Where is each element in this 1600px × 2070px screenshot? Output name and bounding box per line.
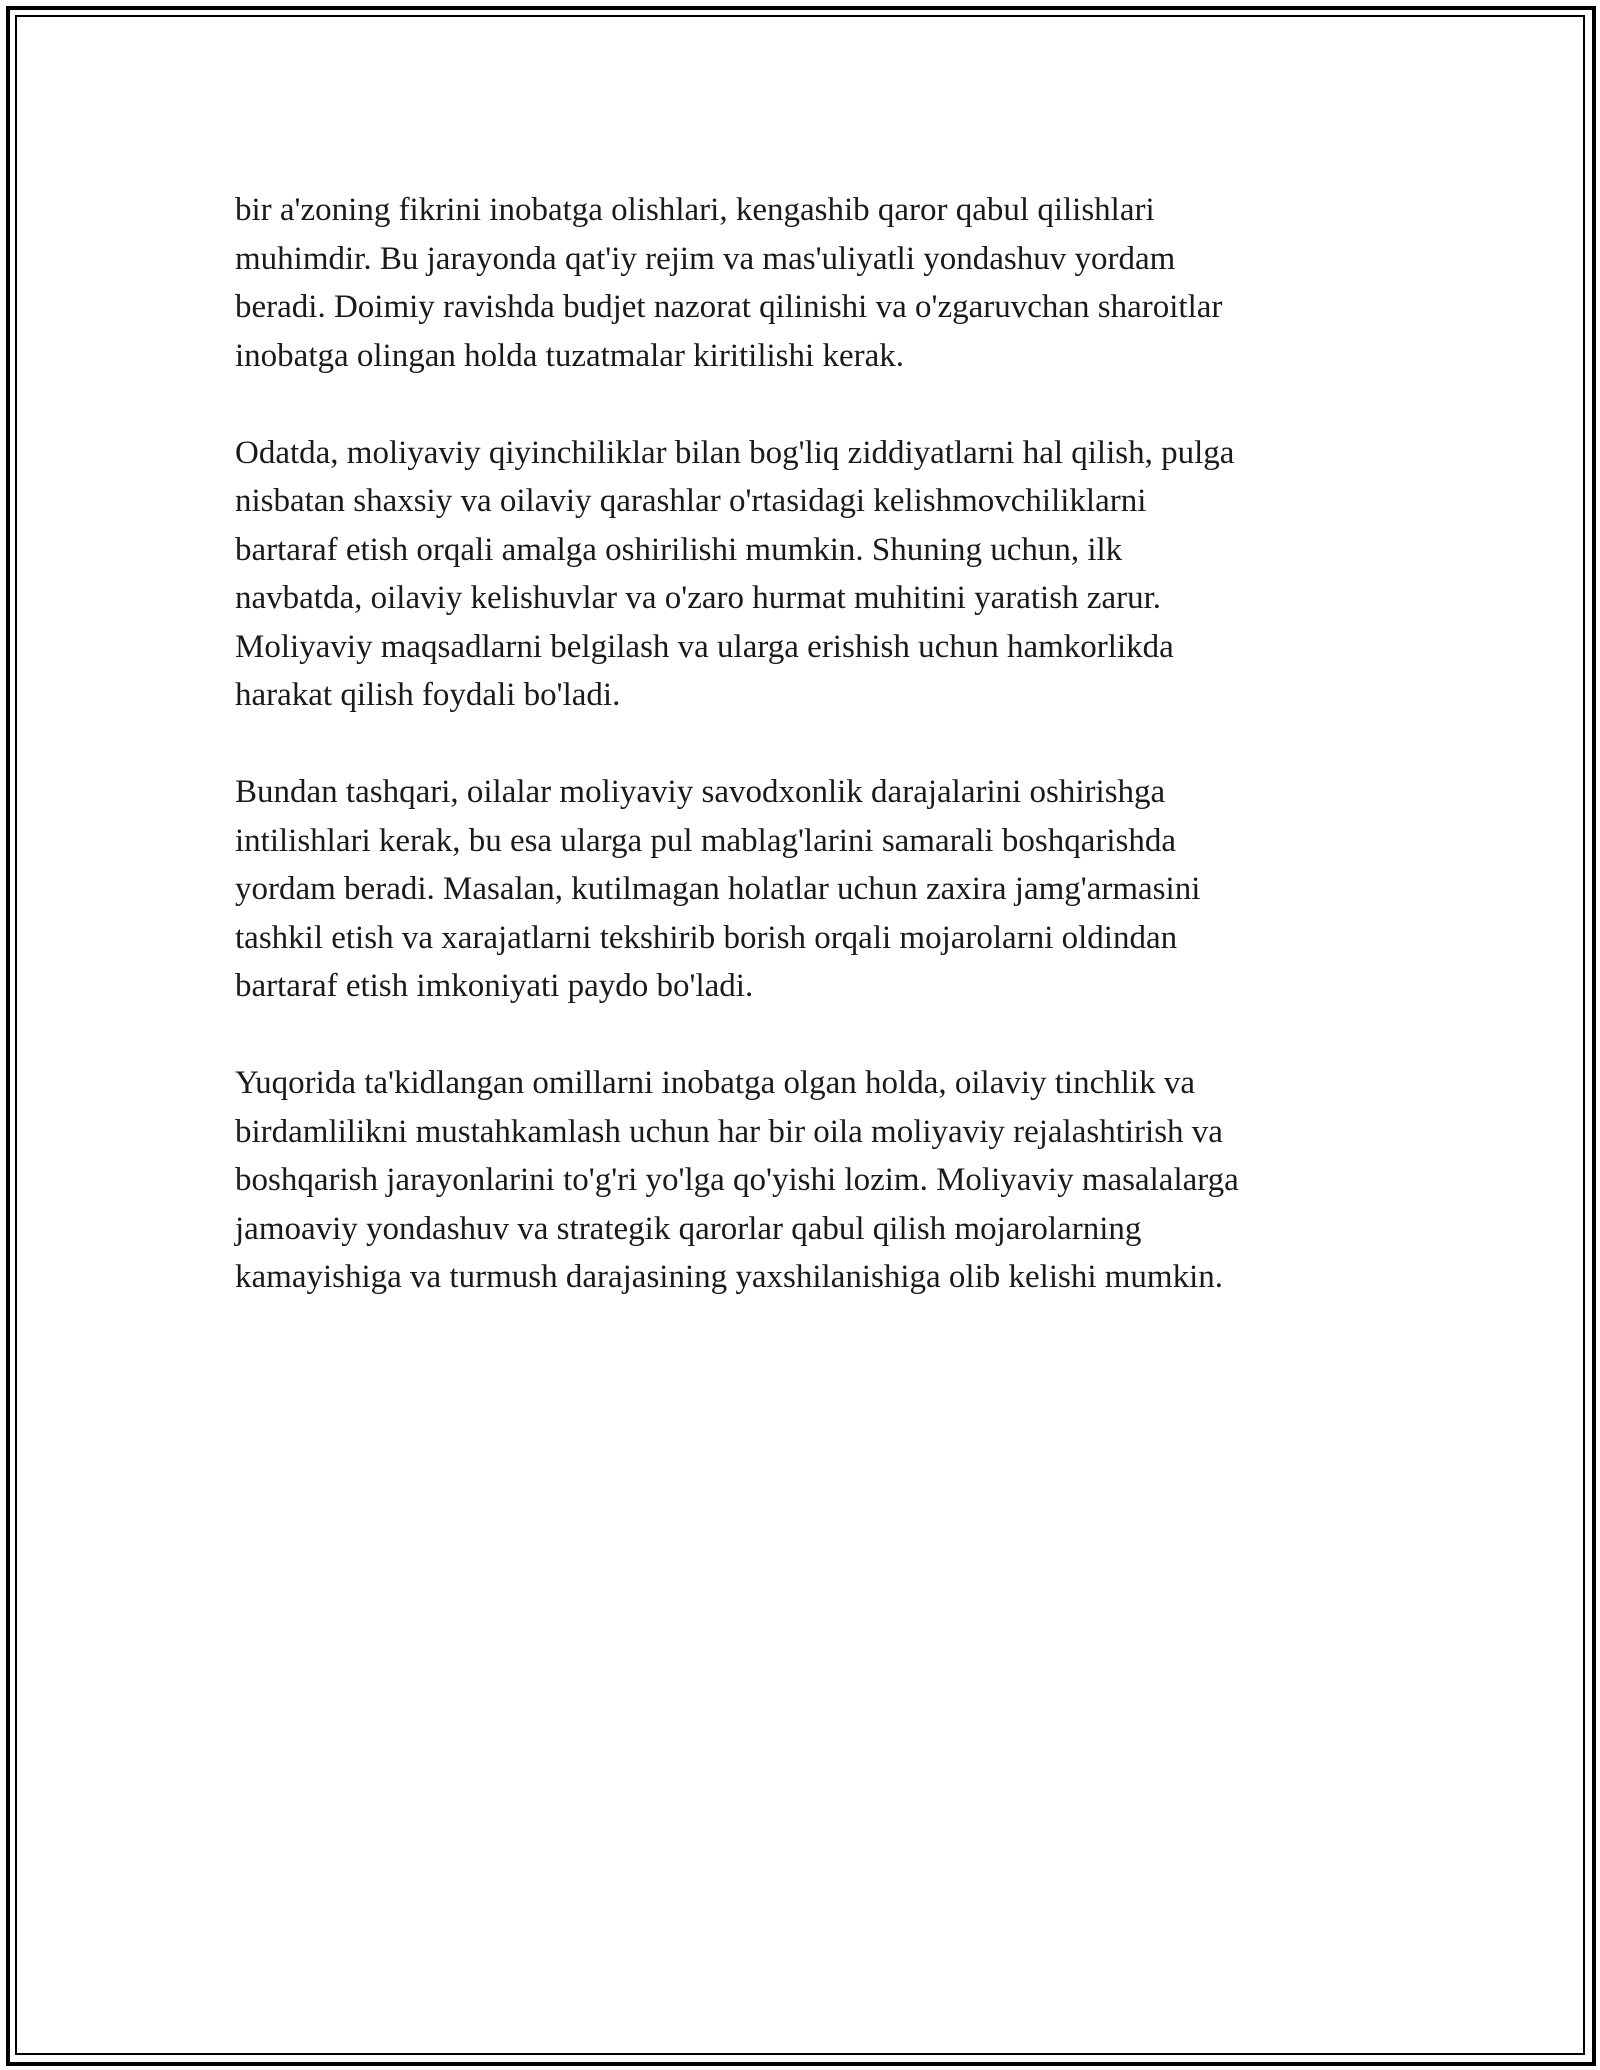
text-line: bartaraf etish orqali amalga oshirilishi mumkin. Shuning uchun, ilk bbox=[235, 531, 1123, 568]
text-line: inobatga olingan holda tuzatmalar kiritilishi kerak. bbox=[235, 337, 904, 374]
text-line: muhimdir. Bu jarayonda qat'iy rejim va mas'uliyatli yondashuv yordam bbox=[235, 240, 1176, 277]
document-body bbox=[235, 186, 1375, 1350]
paragraph bbox=[235, 429, 1375, 720]
text-line: tashkil etish va xarajatlarni tekshirib borish orqali mojarolarni oldindan bbox=[235, 919, 1178, 956]
text-line: beradi. Doimiy ravishda budjet nazorat qilinishi va o'zgaruvchan sharoitlar bbox=[235, 289, 1223, 325]
text-line: intilishlari kerak, bu esa ularga pul mablag'larini samarali boshqarishda bbox=[235, 822, 1176, 859]
text-line: Odatda, moliyaviy qiyinchiliklar bilan bog'liq ziddiyatlarni hal qilish, pulga bbox=[235, 434, 1235, 471]
text-line: jamoaviy yondashuv va strategik qarorlar qabul qilish mojarolarning bbox=[235, 1210, 1142, 1247]
text-line: boshqarish jarayonlarini to'g'ri yo'lga qo'yishi lozim. Moliyaviy masalalarga bbox=[235, 1162, 1239, 1198]
text-line: kamayishiga va turmush darajasining yaxshilanishiga olib kelishi mumkin. bbox=[235, 1259, 1224, 1295]
paragraph bbox=[235, 1059, 1375, 1302]
text-line: Moliyaviy maqsadlarni belgilash va ularga erishish uchun hamkorlikda bbox=[235, 628, 1174, 665]
paragraph bbox=[235, 768, 1375, 1011]
text-line: navbatda, oilaviy kelishuvlar va o'zaro hurmat muhitini yaratish zarur. bbox=[235, 580, 1161, 616]
text-line: Yuqorida ta'kidlangan omillarni inobatga olgan holda, oilaviy tinchlik va bbox=[235, 1065, 1195, 1101]
text-line: bartaraf etish imkoniyati paydo bo'ladi. bbox=[235, 968, 754, 1004]
text-line: nisbatan shaxsiy va oilaviy qarashlar o'rtasidagi kelishmovchiliklarni bbox=[235, 483, 1147, 519]
paragraph bbox=[235, 186, 1375, 380]
text-line: birdamlilikni mustahkamlash uchun har bir oila moliyaviy rejalashtirish va bbox=[235, 1113, 1223, 1150]
text-line: harakat qilish foydali bo'ladi. bbox=[235, 677, 621, 713]
text-line: bir a'zoning fikrini inobatga olishlari, kengashib qaror qabul qilishlari bbox=[235, 192, 1155, 228]
text-line: yordam beradi. Masalan, kutilmagan holatlar uchun zaxira jamg'armasini bbox=[235, 871, 1201, 907]
text-line: Bundan tashqari, oilalar moliyaviy savodxonlik darajalarini oshirishga bbox=[235, 774, 1166, 810]
